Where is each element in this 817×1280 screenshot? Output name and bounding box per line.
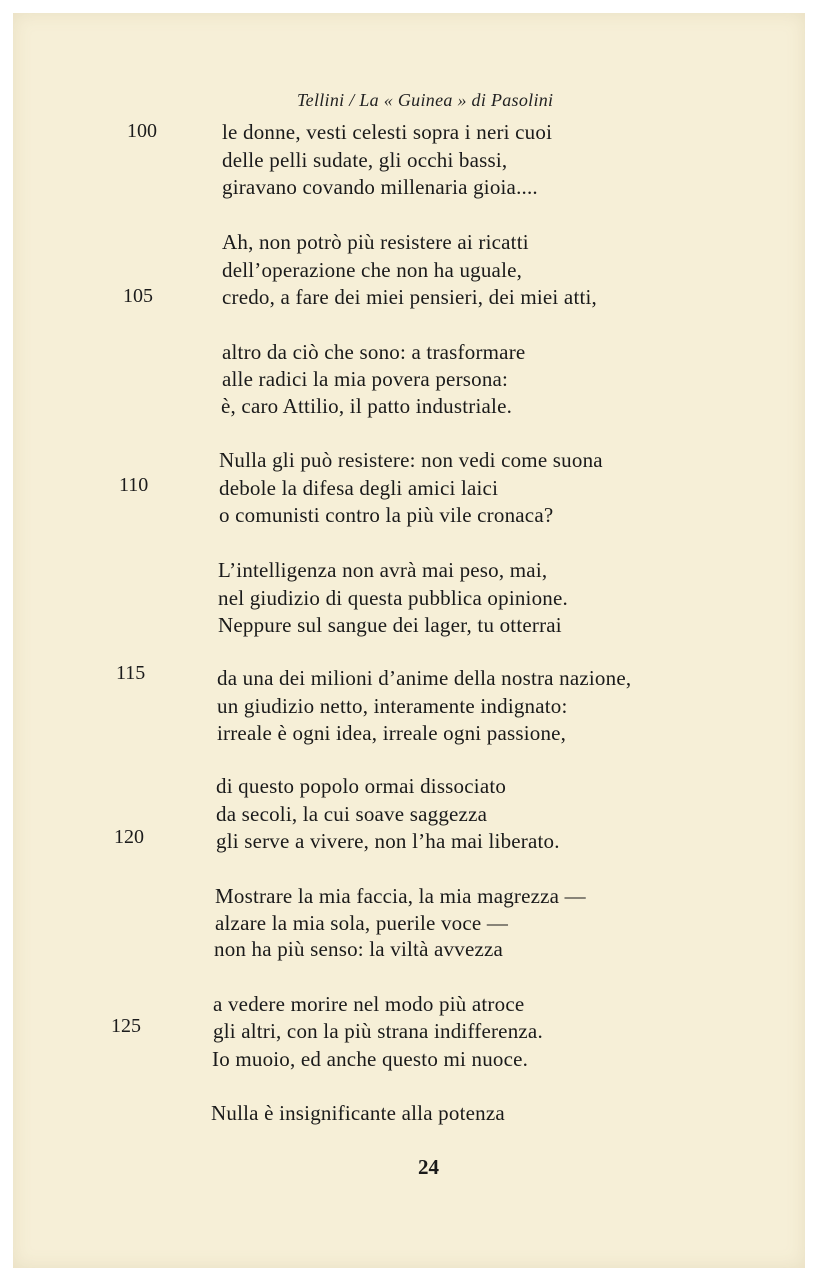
verse-line: gli serve a vivere, non l’ha mai liberato. [216,829,560,853]
verse-line: alzare la mia sola, puerile voce — [215,911,509,935]
verse-line: Nulla è insignificante alla potenza [211,1101,505,1125]
verse-line: da una dei milioni d’anime della nostra nazione, [217,666,632,690]
running-header: Tellini / La « Guinea » di Pasolini [297,90,554,110]
verse-line: Nulla gli può resistere: non vedi come suona [219,448,603,472]
line-number: 105 [123,285,153,307]
verse-line: irreale è ogni idea, irreale ogni passione, [217,721,567,745]
verse-line: un giudizio netto, interamente indignato: [217,694,568,718]
verse-line: è, caro Attilio, il patto industriale. [221,394,513,418]
verse-line: Mostrare la mia faccia, la mia magrezza — [215,884,586,908]
verse-line: di questo popolo ormai dissociato [216,774,507,798]
line-number: 120 [114,826,144,848]
verse-line: da secoli, la cui soave saggezza [216,802,488,826]
line-number: 100 [127,120,157,142]
verse-line: Ah, non potrò più resistere ai ricatti [222,230,529,254]
verse-line: non ha più senso: la viltà avvezza [214,937,504,961]
verse-line: o comunisti contro la più vile cronaca? [219,503,554,527]
verse-line: le donne, vesti celesti sopra i neri cuoi [222,120,553,144]
verse-line: L’intelligenza non avrà mai peso, mai, [218,558,548,582]
verse-line: Io muoio, ed anche questo mi nuoce. [212,1047,529,1071]
verse-line: a vedere morire nel modo più atroce [213,992,525,1016]
verse-line: debole la difesa degli amici laici [219,476,499,500]
verse-line: dell’operazione che non ha uguale, [222,258,523,282]
line-number: 115 [116,662,146,684]
verse-line: alle radici la mia povera persona: [222,367,509,391]
verse-line: gli altri, con la più strana indifferenza. [213,1019,543,1043]
verse-line: delle pelli sudate, gli occhi bassi, [222,148,508,172]
book-page [13,13,805,1268]
verse-line: nel giudizio di questa pubblica opinione. [218,586,568,610]
verse-line: credo, a fare dei miei pensieri, dei miei atti, [222,285,597,309]
line-number: 110 [119,474,149,496]
verse-line: Neppure sul sangue dei lager, tu otterrai [218,613,562,637]
page-number: 24 [418,1155,439,1179]
line-number: 125 [111,1015,141,1037]
verse-line: giravano covando millenaria gioia.... [222,175,538,199]
verse-line: altro da ciò che sono: a trasformare [222,340,526,364]
